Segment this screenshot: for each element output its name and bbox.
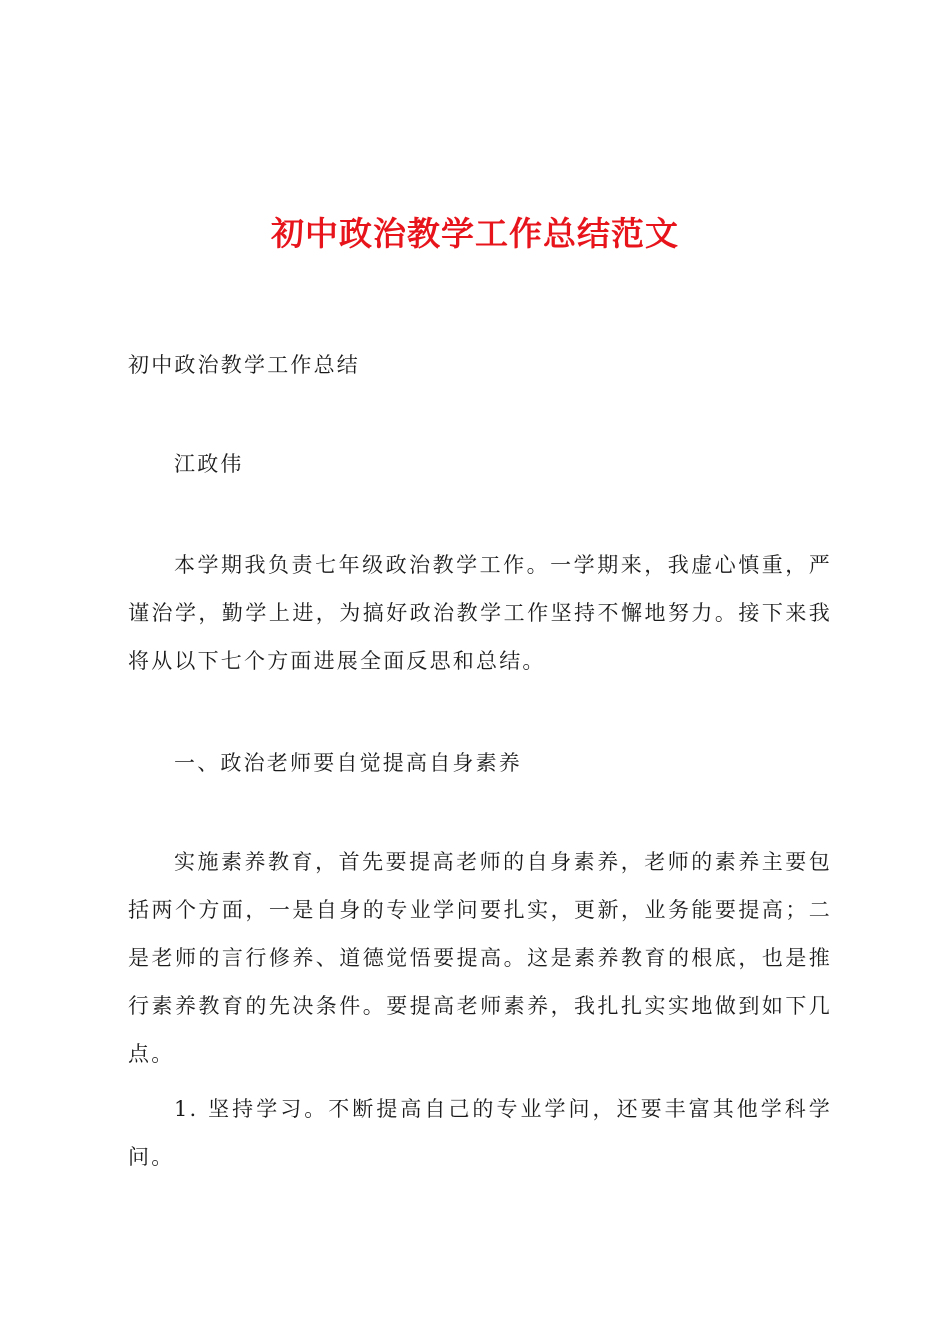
- list-item: 1. 坚持学习。不断提高自己的专业学问，还要丰富其他学科学问。: [128, 1097, 832, 1169]
- intro-paragraph: 本学期我负责七年级政治教学工作。一学期来，我虚心慎重，严谨治学，勤学上进，为搞好政治教学工作坚持不懈地努力。接下来我将从以下七个方面进展全面反思和总结。: [128, 553, 832, 673]
- document-subtitle: 初中政治教学工作总结: [128, 353, 360, 377]
- section-heading: 一、政治老师要自觉提高自身素养: [174, 751, 522, 775]
- section-body-paragraph: 实施素养教育，首先要提高老师的自身素养，老师的素养主要包 括两个方面，一是自身的专业学问要扎实，更新，业务能要提高；二是老师的言行修养、道德觉悟要提高。这是素养教育的根底，也是推行素养教育的先决条件。要提高老师素养，我扎扎实实地做到如下几点。: [128, 850, 832, 1066]
- document-title: 初中政治教学工作总结范文: [271, 214, 679, 253]
- author-name: 江政伟: [174, 452, 244, 476]
